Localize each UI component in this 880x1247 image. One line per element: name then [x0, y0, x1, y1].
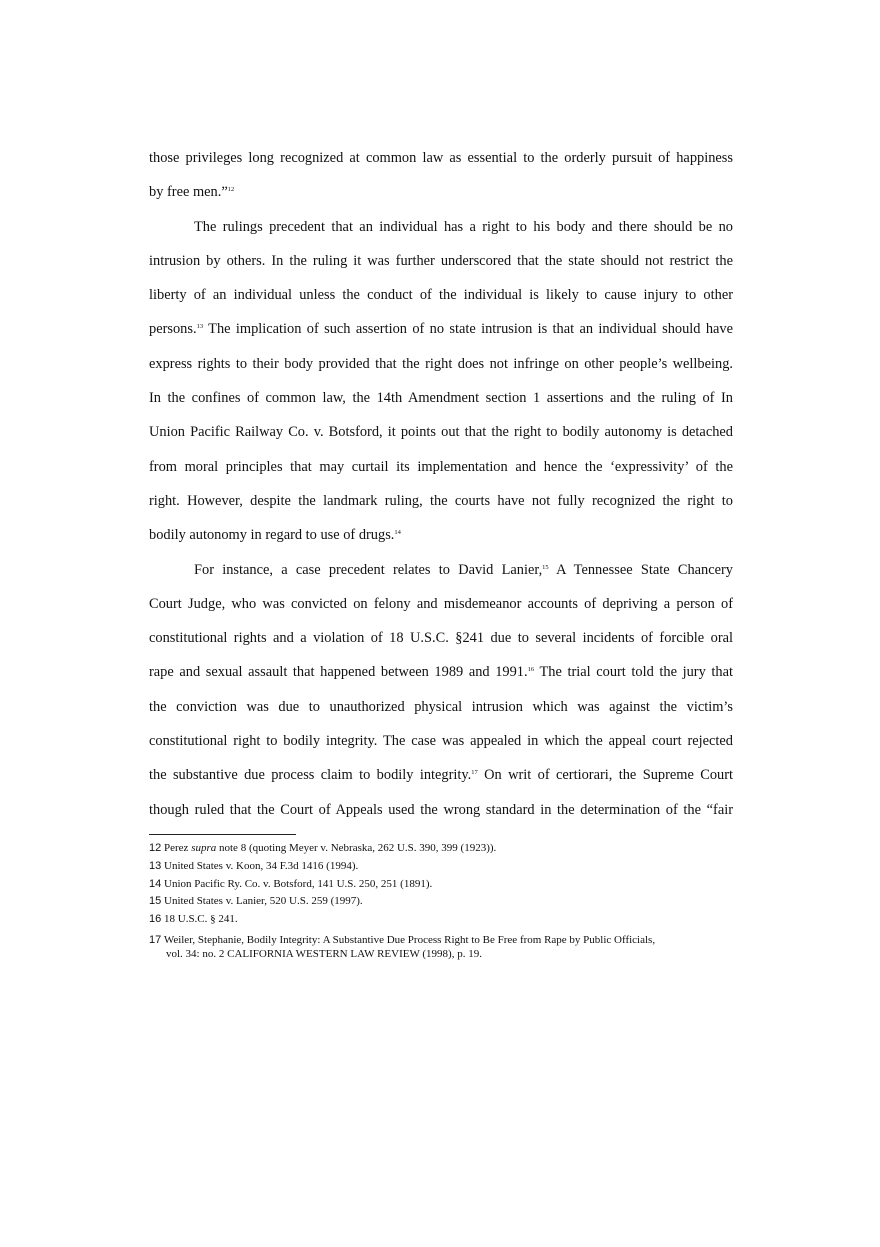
- text-line-content: Union Pacific Railway Co. v. Botsford, it points out that the right to bodily autonomy is detached: [149, 424, 733, 441]
- footnote-text: vol. 34: no. 2 CALIFORNIA WESTERN LAW REVIEW (1998), p. 19.: [166, 947, 482, 960]
- text-line: [149, 796, 733, 830]
- footnote-number: 15: [149, 895, 162, 908]
- footnote-15: [149, 893, 733, 911]
- text-line: [149, 178, 733, 212]
- footnote-13: [149, 858, 733, 876]
- text-line-content: right. However, despite the landmark ruling, the courts have not fully recognized the right to: [149, 492, 733, 509]
- text-line-content: from moral principles that may curtail its implementation and hence the ‘expressivity’ of the: [149, 458, 733, 475]
- footnote-number: 17: [149, 933, 162, 946]
- text-line-content: persons.: [149, 321, 197, 338]
- footnote-ref-13[interactable]: 13: [196, 323, 204, 331]
- text-line-content: liberty of an individual unless the conduct of the individual is likely to cause injury to other: [149, 287, 733, 304]
- footnote-14: [149, 876, 733, 894]
- text-line-content: The implication of such assertion of no state intrusion is that an individual should have: [203, 321, 733, 338]
- footnote-12: [149, 840, 733, 858]
- text-line-content: On writ of certiorari, the Supreme Court: [477, 767, 733, 784]
- footnote-text: United States v. Lanier, 520 U.S. 259 (1997).: [164, 895, 363, 908]
- text-line: [149, 590, 733, 624]
- text-line-content: constitutional rights and a violation of 18 U.S.C. §241 due to several incidents of forcible oral: [149, 630, 733, 647]
- body-text: [149, 144, 733, 830]
- footnote-text: note 8 (quoting Meyer v. Nebraska, 262 U.S. 390, 399 (1923)).: [216, 842, 497, 854]
- text-line-content: Court Judge, who was convicted on felony and misdemeanor accounts of depriving a person of: [149, 595, 733, 612]
- text-line: [149, 624, 733, 658]
- text-line-content: by free men.”: [149, 184, 228, 201]
- footnote-separator: [149, 834, 296, 835]
- text-line: [149, 658, 733, 692]
- text-line: [149, 281, 733, 315]
- footnote-ref-14[interactable]: 14: [394, 529, 401, 537]
- footnote-italic-text: supra: [191, 842, 217, 854]
- text-line: [149, 761, 733, 795]
- text-line-content: bodily autonomy in regard to use of drugs.: [149, 527, 395, 544]
- footnote-text: 18 U.S.C. § 241.: [164, 913, 238, 926]
- text-line: [149, 487, 733, 521]
- text-line: [149, 350, 733, 384]
- text-line-content: rape and sexual assault that happened between 1989 and 1991.: [149, 664, 528, 681]
- text-line-content: The rulings precedent that an individual has a right to his body and there should be no: [194, 218, 733, 235]
- text-line-content: those privileges long recognized at common law as essential to the orderly pursuit of happiness: [149, 150, 733, 166]
- text-line-content: intrusion by others. In the ruling it was further underscored that the state should not restrict the: [149, 252, 733, 269]
- footnote-text: Perez: [164, 842, 192, 854]
- text-line: [149, 384, 733, 418]
- text-line-content: the conviction was due to unauthorized physical intrusion which was against the victim’s: [149, 698, 733, 715]
- text-line-content: constitutional right to bodily integrity. The case was appealed in which the appeal court rejected: [149, 733, 733, 750]
- footnote-17-continuation: [149, 947, 733, 961]
- text-line-content: A Tennessee State Chancery: [548, 561, 733, 578]
- footnotes: [149, 840, 733, 961]
- text-line: [149, 556, 733, 590]
- text-line-content: express rights to their body provided that the right does not infringe on other people’s wellbeing.: [149, 355, 733, 372]
- text-line: [149, 693, 733, 727]
- footnote-number: 12: [149, 842, 162, 854]
- text-line: [149, 315, 733, 349]
- footnote-ref-16[interactable]: 16: [527, 666, 535, 674]
- footnote-17: [149, 933, 733, 947]
- footnote-number: 16: [149, 913, 162, 926]
- footnote-text: United States v. Koon, 34 F.3d 1416 (1994).: [164, 859, 359, 872]
- text-line-content: though ruled that the Court of Appeals used the wrong standard in the determination of the “fair: [149, 801, 733, 818]
- text-line: [149, 418, 733, 452]
- text-line: [149, 144, 733, 178]
- text-line-content: The trial court told the jury that: [534, 664, 733, 681]
- footnote-text: Weiler, Stephanie, Bodily Integrity: A Substantive Due Process Right to Be Free from Rape by Public Officials,: [163, 933, 656, 946]
- text-line-content: In the confines of common law, the 14th Amendment section 1 assertions and the ruling of In: [149, 390, 733, 407]
- text-line: [149, 213, 733, 247]
- footnote-ref-17[interactable]: 17: [471, 769, 478, 777]
- text-line: [149, 521, 733, 555]
- text-line-content: the substantive due process claim to bodily integrity.: [149, 767, 472, 784]
- footnote-number: 14: [149, 877, 162, 890]
- footnote-16: [149, 911, 733, 929]
- text-line: [149, 247, 733, 281]
- footnote-text: Union Pacific Ry. Co. v. Botsford, 141 U.S. 250, 251 (1891).: [164, 877, 433, 890]
- text-line-content: For instance, a case precedent relates to David Lanier,: [194, 561, 543, 578]
- footnote-ref-15[interactable]: 15: [542, 563, 549, 571]
- footnote-number: 13: [149, 859, 162, 872]
- text-line: [149, 727, 733, 761]
- footnote-ref-12[interactable]: 12: [227, 186, 235, 194]
- text-line: [149, 453, 733, 487]
